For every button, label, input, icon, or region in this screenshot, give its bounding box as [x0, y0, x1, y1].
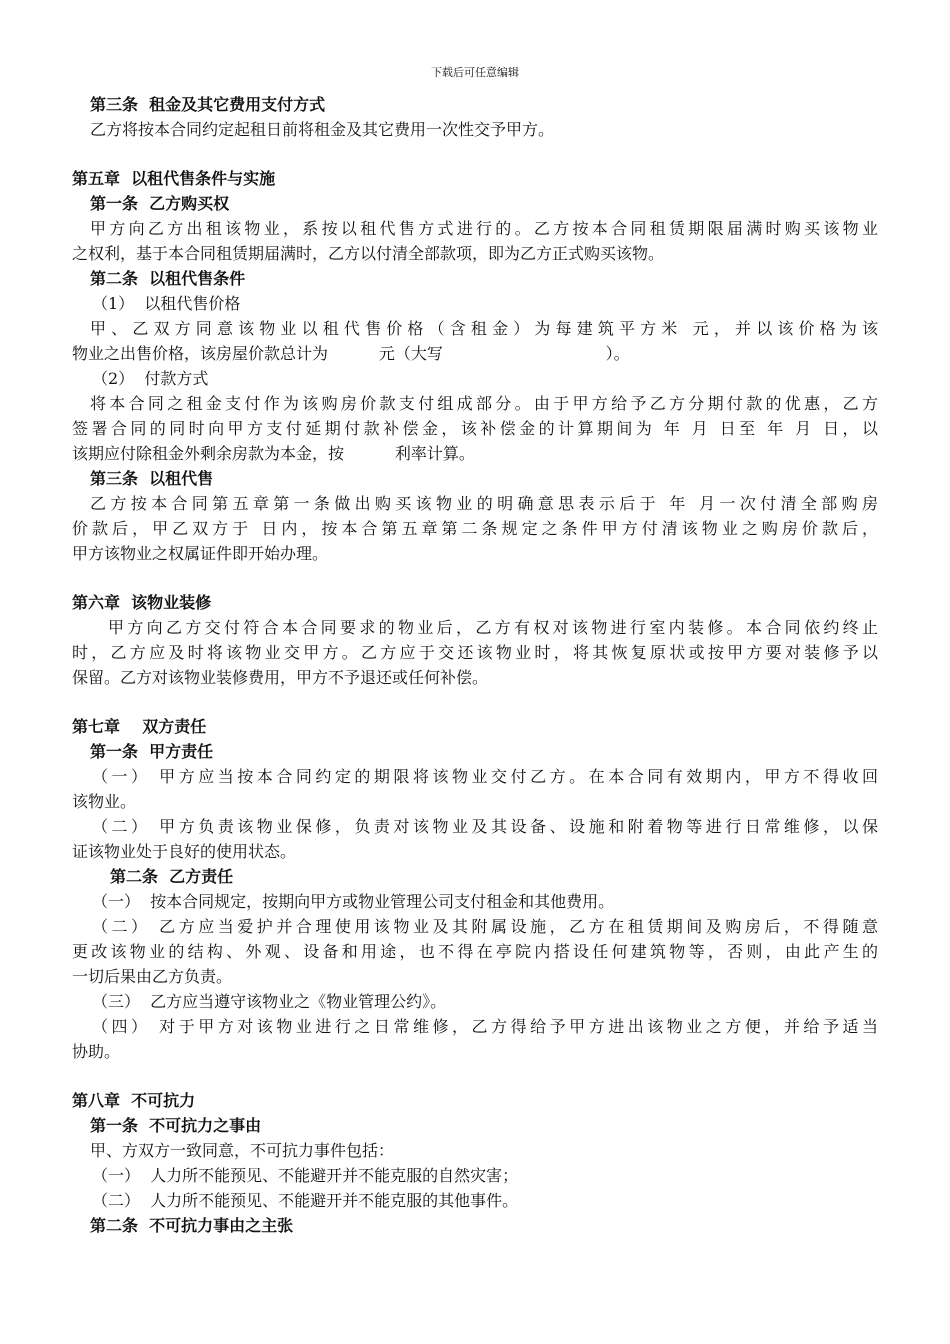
section-heading: 第三条 租金及其它费用支付方式: [90, 95, 326, 114]
text-line: （三） 乙方应当遵守该物业之《物业管理公约》。: [92, 992, 447, 1011]
text-line: 甲方向乙方交付符合本合同要求的物业后，乙方有权对该物进行室内装修。本合同依约终止: [108, 618, 878, 637]
text-line: （二） 人力所不能预见、不能避开并不能克服的其他事件。: [92, 1191, 519, 1210]
text-line: 甲、乙双方同意该物业以租代售价格（含租金）为每建筑平方米 元，并以该价格为该: [90, 319, 878, 338]
text-line: 保留。乙方对该物业装修费用，甲方不予退还或任何补偿。: [72, 668, 489, 687]
text-line: 更改该物业的结构、外观、设备和用途，也不得在亭院内搭设任何建筑物等，否则，由此产生的: [72, 942, 878, 961]
text-line: （2） 付款方式: [92, 369, 209, 388]
text-line: 一切后果由乙方负责。: [72, 967, 233, 986]
text-line: 证该物业处于良好的使用状态。: [72, 842, 297, 861]
text-line: 将本合同之租金支付作为该购房价款支付组成部分。由于甲方给予乙方分期付款的优惠，乙方: [90, 394, 878, 413]
text-line: 协助。: [72, 1042, 121, 1061]
text-line: 甲、方双方一致同意，不可抗力事件包括：: [90, 1141, 395, 1160]
paragraph-gap: [72, 566, 878, 590]
text-line: 乙方将按本合同约定起租日前将租金及其它费用一次性交予甲方。: [90, 120, 555, 139]
text-line: 签署合同的同时向甲方支付延期付款补偿金，该补偿金的计算期间为 年 月 日至 年 月 日，以: [72, 419, 878, 438]
section-heading: 第七章 双方责任: [72, 717, 207, 736]
text-line: 甲方该物业之权属证件即开始办理。: [72, 544, 329, 563]
text-line: 乙方按本合同第五章第一条做出购买该物业的明确意思表示后于 年 月一次付清全部购房: [90, 494, 878, 513]
text-line: （一） 甲方应当按本合同约定的期限将该物业交付乙方。在本合同有效期内，甲方不得收回: [92, 767, 878, 786]
paragraph-gap: [72, 690, 878, 714]
section-heading: 第一条 乙方购买权: [90, 194, 230, 213]
section-heading: 第二条 不可抗力事由之主张: [90, 1216, 294, 1235]
text-line: 该期应付除租金外剩余房款为本金，按 利率计算。: [72, 444, 475, 463]
text-line: 价款后，甲乙双方于 日内，按本合第五章第二条规定之条件甲方付清该物业之购房价款后，: [72, 519, 878, 538]
section-heading: 第一条 甲方责任: [90, 742, 214, 761]
paragraph-gap: [72, 1064, 878, 1088]
text-line: （二） 甲方负责该物业保修，负责对该物业及其设备、设施和附着物等进行日常维修，以保: [92, 817, 878, 836]
section-heading: 第二条 乙方责任: [110, 867, 234, 886]
section-heading: 第八章 不可抗力: [72, 1091, 196, 1110]
page-header: 下载后可任意编辑: [431, 66, 519, 79]
section-heading: 第五章 以租代售条件与实施: [72, 169, 276, 188]
text-line: 时，乙方应及时将该物业交甲方。乙方应于交还该物业时，将其恢复原状或按甲方要对装修予以: [72, 643, 878, 662]
text-line: （一） 人力所不能预见、不能避开并不能克服的自然灾害；: [92, 1166, 519, 1185]
text-line: 该物业。: [72, 792, 137, 811]
text-line: （1） 以租代售价格: [92, 294, 241, 313]
text-line: （四） 对于甲方对该物业进行之日常维修，乙方得给予甲方进出该物业之方便，并给予适当: [92, 1017, 878, 1036]
text-line: （一） 按本合同规定，按期向甲方或物业管理公司支付租金和其他费用。: [92, 892, 615, 911]
text-line: 之权利，基于本合同租赁期届满时，乙方以付清全部款项，即为乙方正式购买该物。: [72, 244, 665, 263]
section-heading: 第三条 以租代售: [90, 469, 214, 488]
text-line: 甲方向乙方出租该物业，系按以租代售方式进行的。乙方按本合同租赁期限届满时购买该物业: [90, 219, 878, 238]
paragraph-gap: [72, 142, 878, 166]
section-heading: 第二条 以租代售条件: [90, 269, 246, 288]
text-line: （二） 乙方应当爱护并合理使用该物业及其附属设施，乙方在租赁期间及购房后，不得随意: [92, 917, 878, 936]
section-heading: 第六章 该物业装修: [72, 593, 212, 612]
document-body: [72, 92, 878, 1238]
section-heading: 第一条 不可抗力之事由: [90, 1116, 262, 1135]
text-line: 物业之出售价格，该房屋价款总计为 元（大写 ）。: [72, 344, 630, 363]
